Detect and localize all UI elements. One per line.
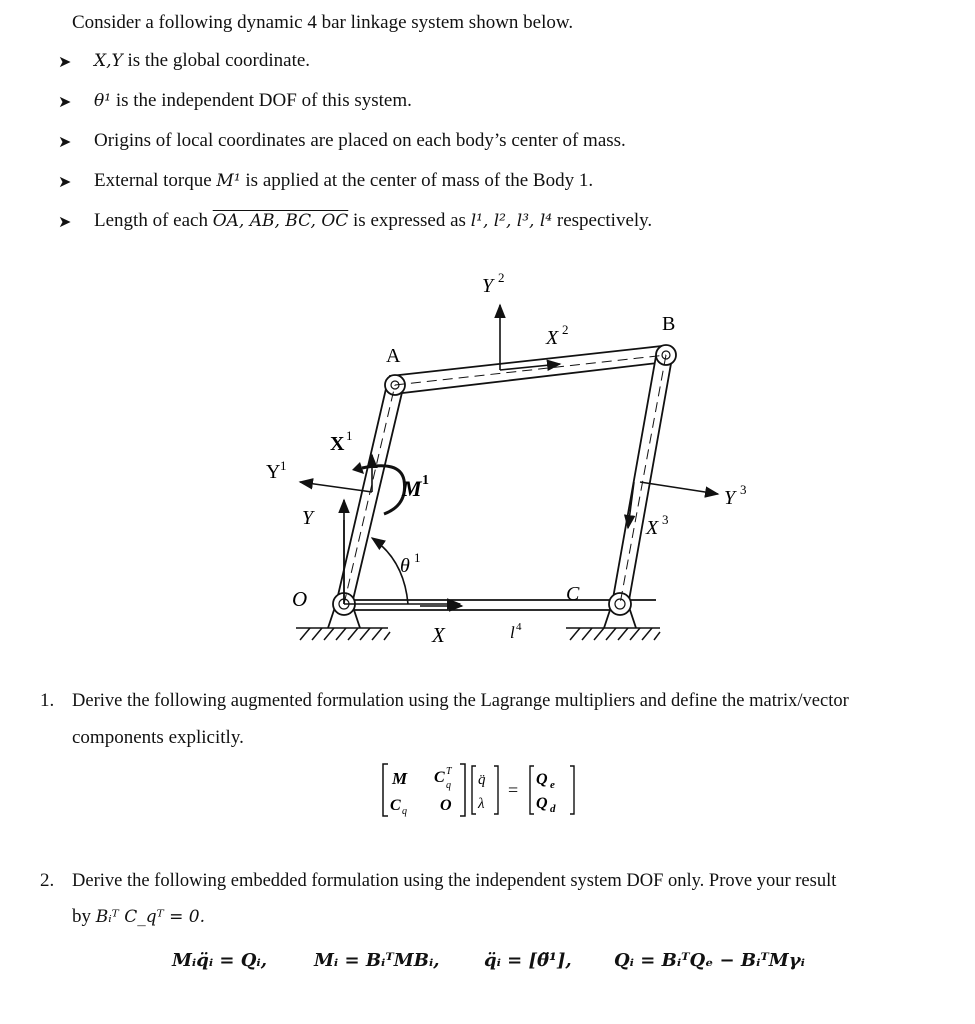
label-l4: l <box>510 623 515 642</box>
intro-text: Consider a following dynamic 4 bar linkage system shown below. <box>72 12 574 33</box>
svg-text:q: q <box>402 806 407 817</box>
ground-hatch-right <box>566 628 660 640</box>
svg-text:d: d <box>550 803 556 815</box>
embedded-eq-1: Mᵢq̈ᵢ = Qᵢ, <box>172 950 267 971</box>
label-Y: Y <box>302 507 314 529</box>
label-X: X <box>432 623 445 647</box>
svg-text:Q: Q <box>536 795 548 812</box>
four-bar-linkage-figure <box>0 260 975 660</box>
svg-text:q: q <box>446 780 451 791</box>
label-Y3-sup: 3 <box>740 482 747 497</box>
svg-text:e: e <box>550 779 555 791</box>
label-Y2-sup: 2 <box>498 270 505 285</box>
label-Y3: Y <box>724 487 736 509</box>
svg-text:O: O <box>440 797 452 814</box>
bullet-marker: ➤ <box>58 214 72 231</box>
svg-text:C: C <box>434 769 445 786</box>
ground-hatch-left <box>296 628 390 640</box>
label-X1-sup: 1 <box>346 428 353 443</box>
label-theta1: θ <box>400 555 410 577</box>
question-2-text-cont: by Bᵢᵀ C_qᵀ = 0. <box>72 906 206 927</box>
svg-text:C: C <box>390 797 401 814</box>
svg-text:q̈: q̈ <box>478 772 486 788</box>
bullet-marker: ➤ <box>58 54 72 71</box>
svg-text:λ: λ <box>478 796 485 812</box>
bullet-5: Length of each OA, AB, BC, OC is expressed as l¹, l², l³, l⁴ respectively. <box>94 210 653 231</box>
svg-text:Q: Q <box>536 771 548 788</box>
label-C: C <box>566 583 580 605</box>
label-O: O <box>292 587 308 611</box>
bullet-4: External torque M¹ is applied at the center of mass of the Body 1. <box>94 170 594 191</box>
bullet-marker: ➤ <box>58 134 72 151</box>
question-1-text: Derive the following augmented formulation using the Lagrange multipliers and define the matrix/vector <box>72 691 849 711</box>
label-X2: X <box>546 327 559 349</box>
svg-text:T: T <box>446 766 452 777</box>
question-1-text-cont: components explicitly. <box>72 727 244 748</box>
link-BC <box>612 356 672 606</box>
bullet-3: Origins of local coordinates are placed on each body’s center of mass. <box>94 130 626 151</box>
question-2-number: 2. <box>40 870 55 891</box>
bullet-marker: ➤ <box>58 174 72 191</box>
label-X1: X <box>330 433 345 455</box>
embedded-eq-4: Qᵢ = BᵢᵀQₑ − BᵢᵀMγᵢ <box>614 950 805 971</box>
label-theta1-sup: 1 <box>414 550 421 565</box>
svg-text:=: = <box>508 780 519 800</box>
label-l4-sup: 4 <box>516 621 522 633</box>
label-X3: X <box>646 517 659 539</box>
label-Y1-sup: 1 <box>280 458 287 473</box>
svg-text:M: M <box>392 769 408 788</box>
bullet-2: θ¹ is the independent DOF of this system. <box>94 90 412 111</box>
augmented-matrix-equation <box>380 760 600 820</box>
body1-Y-axis <box>300 482 372 492</box>
embedded-eq-3: q̈ᵢ = [θ̈¹], <box>484 950 572 971</box>
label-A: A <box>386 345 401 367</box>
question-1-number: 1. <box>40 690 55 711</box>
label-Y1: Y <box>266 461 281 483</box>
body3-Y-axis <box>640 482 718 494</box>
label-Y2: Y <box>482 275 494 297</box>
label-M1: M <box>402 476 422 501</box>
label-X2-sup: 2 <box>562 322 569 337</box>
label-M1-sup: 1 <box>422 473 429 488</box>
bullet-1: X,Y is the global coordinate. <box>94 50 311 71</box>
question-2-text: Derive the following embedded formulation using the independent system DOF only. Prove your result <box>72 871 837 891</box>
embedded-eq-2: Mᵢ = BᵢᵀMBᵢ, <box>314 950 440 971</box>
bullet-marker: ➤ <box>58 94 72 111</box>
label-X3-sup: 3 <box>662 512 669 527</box>
label-B: B <box>662 313 676 335</box>
